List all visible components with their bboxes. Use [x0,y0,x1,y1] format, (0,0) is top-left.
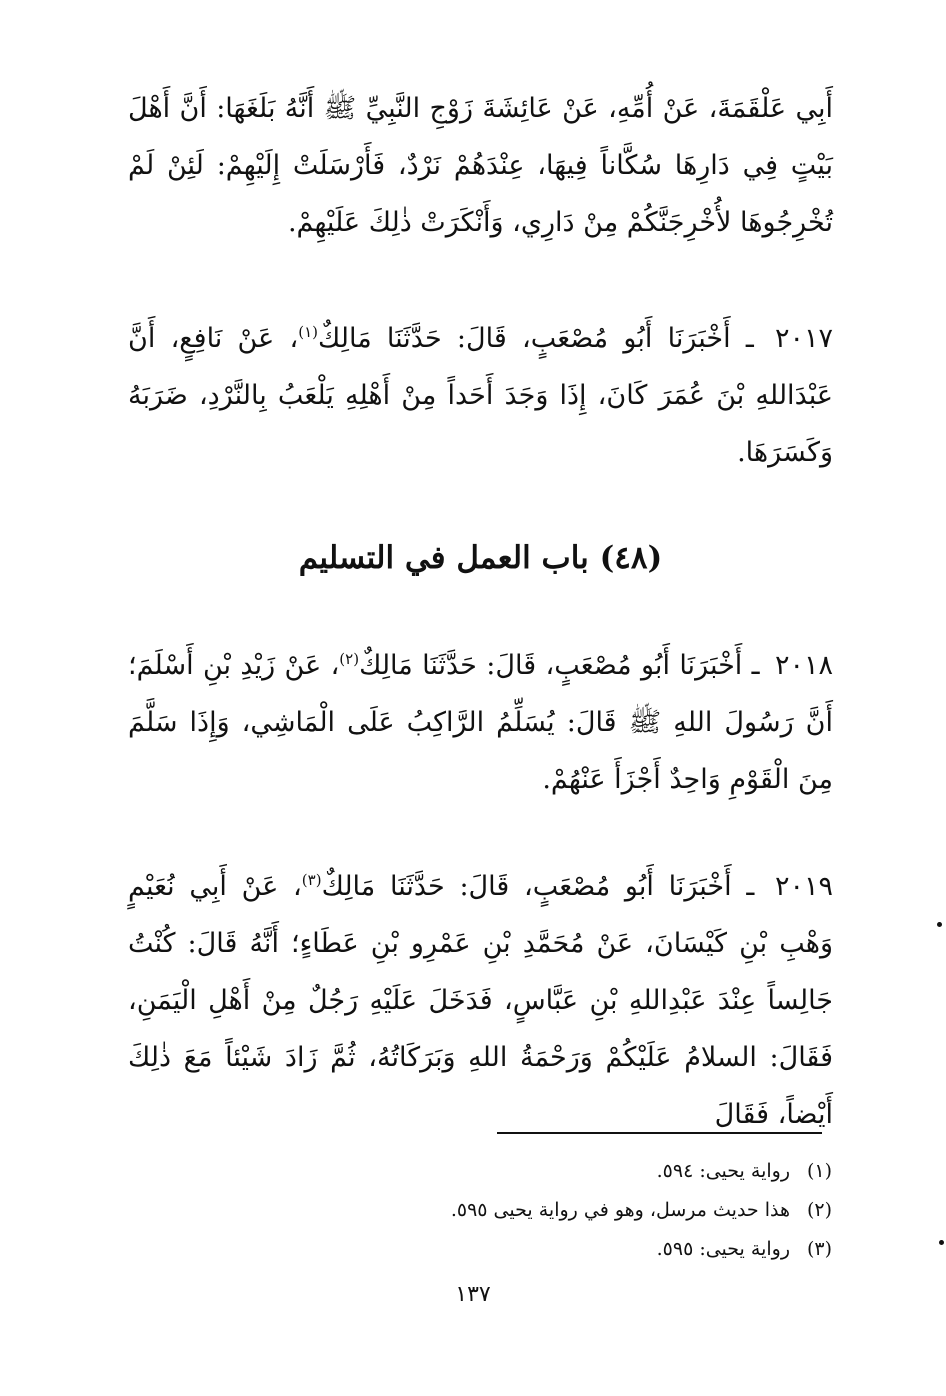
footnote-text: رواية يحيى: ٥٩٤. [656,1160,790,1182]
hadith-text-after: ، عَنْ نَافِعٍ، أَنَّ عَبْدَاللهِ بْنَ عُمَرَ كَانَ، إِذَا وَجَدَ أَحَداً مِنْ أَهْلِهِ يَلْعَبُ بِالنَّرْدِ، ضَرَبَهُ وَكَسَرَهَا. [128,323,833,468]
footnote-1 [300,1152,832,1191]
footnote-2 [300,1191,832,1230]
footnote-ref-3[interactable]: (٣) [301,871,322,889]
paragraph-continuation [128,80,833,251]
hadith-text-before: ـ أَخْبَرَنَا أَبُو مُصْعَبٍ، قَالَ: حَدَّثَنَا مَالِكٌ [359,650,760,681]
hadith-number: ٢٠١٨ [774,650,833,681]
footnote-ref-1[interactable]: (١) [298,323,318,341]
hadith-number: ٢٠١٩ [775,871,834,902]
footnote-3 [300,1230,832,1269]
margin-speck [939,1240,944,1245]
footnote-mark: (١) [806,1160,832,1182]
hadith-text-before: ـ أَخْبَرَنَا أَبُو مُصْعَبٍ، قَالَ: حَدَّثَنَا مَالِكٌ [317,323,754,354]
hadith-2017 [128,310,833,481]
margin-speck [937,922,942,927]
hadith-text-after: ، عَنْ أَبِي نُعَيْمٍ وَهْبِ بْنِ كَيْسَانَ، عَنْ مُحَمَّدِ بْنِ عَمْرِو بْنِ عَطَاءٍ؛ أَنَّهُ قَالَ: كُنْتُ جَالِساً عِنْدَ عَبْدِاللهِ بْنِ عَبَّاسٍ، فَدَخَلَ عَلَيْهِ رَجُلٌ مِنْ أَهْلِ الْيَمَنِ، فَقَالَ: السلامُ عَلَيْكُمْ وَرَحْمَةُ اللهِ وَبَرَكَاتُهُ، ثُمَّ زَادَ شَيْئاً مَعَ ذٰلِكَ أَيْضاً، فَقَالَ [128,871,834,1130]
footnote-ref-2[interactable]: (٢) [339,650,360,668]
hadith-number: ٢٠١٧ [774,323,833,354]
footnotes [300,1152,832,1269]
hadith-2018 [128,637,833,808]
chapter-heading: (٤٨) باب العمل في التسليم [298,540,663,576]
footnote-mark: (٣) [806,1238,832,1260]
hadith-2019 [128,858,833,1143]
paragraph-text: أَبِي عَلْقَمَةَ، عَنْ أُمِّهِ، عَنْ عَائِشَةَ زَوْجِ النَّبِيِّ ﷺ أَنَّهُ بَلَغَهَا: أَنَّ أَهْلَ بَيْتٍ فِي دَارِهَا سُكَّاناً فِيهَا، عِنْدَهُمْ نَرْدٌ، فَأَرْسَلَتْ إِلَيْهِمْ: لَئِنْ لَمْ تُخْرِجُوهَا لأُخْرِجَنَّكُمْ مِنْ دَارِي، وَأَنْكَرَتْ ذٰلِكَ عَلَيْهِمْ. [128,93,833,238]
footnote-mark: (٢) [806,1199,832,1221]
hadith-text-after: ، عَنْ زَيْدِ بْنِ أَسْلَمَ؛ أَنَّ رَسُولَ اللهِ ﷺ قَالَ: يُسَلِّمُ الرَّاكِبُ عَلَى الْمَاشِي، وَإِذَا سَلَّمَ مِنَ الْقَوْمِ وَاحِدٌ أَجْزَأَ عَنْهُمْ. [128,650,833,795]
footnote-text: رواية يحيى: ٥٩٥. [656,1238,790,1260]
page-number: ١٣٧ [455,1282,491,1307]
footnote-divider [497,1132,822,1134]
footnote-text: هذا حديث مرسل، وهو في رواية يحيى ٥٩٥. [450,1199,790,1221]
hadith-text-before: ـ أَخْبَرَنَا أَبُو مُصْعَبٍ، قَالَ: حَدَّثَنَا مَالِكٌ [321,871,755,902]
